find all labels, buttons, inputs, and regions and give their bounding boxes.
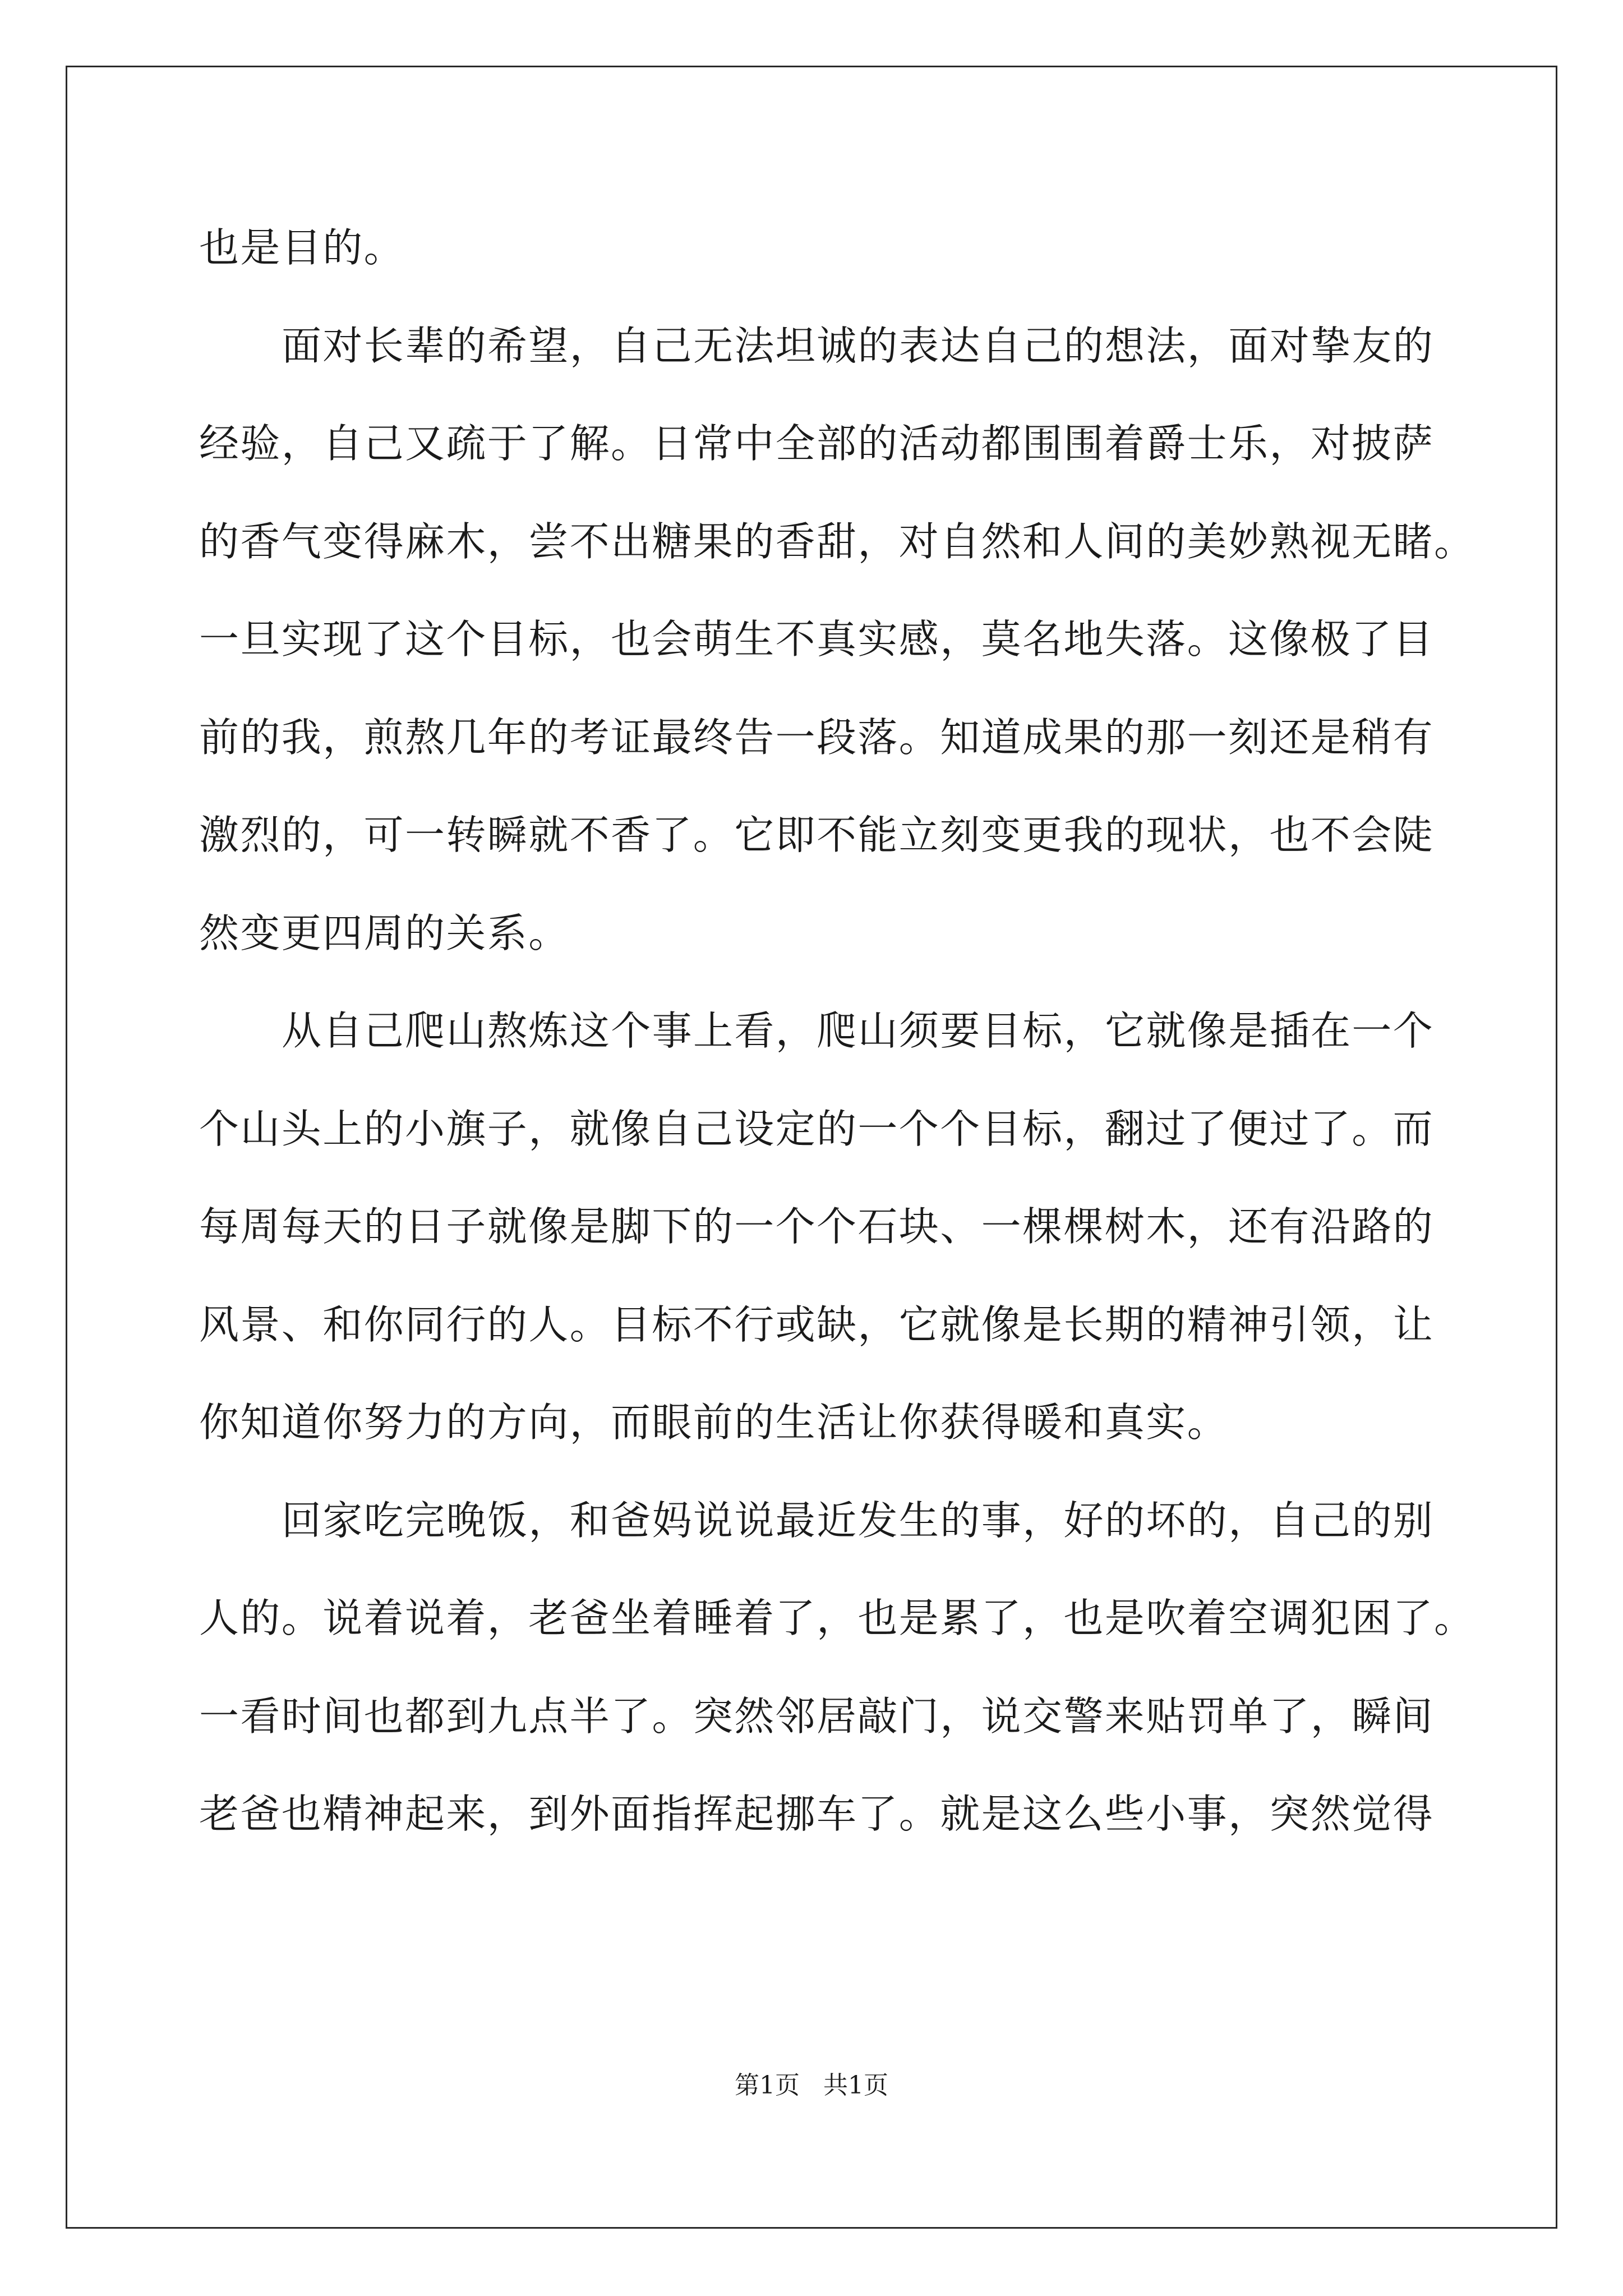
- text-line: 一旦实现了这个目标，也会萌生不真实感，莫名地失落。这像极了目: [199, 616, 1435, 662]
- text-line: 然变更四周的关系。: [199, 910, 570, 956]
- text-line: 人的。说着说着，老爸坐着睡着了，也是累了，也是吹着空调犯困了。: [199, 1595, 1476, 1641]
- text-line: 经验，自己又疏于了解。日常中全部的活动都围围着爵士乐，对披萨: [199, 420, 1435, 467]
- text-line: 风景、和你同行的人。目标不行或缺，它就像是长期的精神引领，让: [199, 1301, 1435, 1348]
- text-line: 每周每天的日子就像是脚下的一个个石块、一棵棵树木，还有沿路的: [199, 1203, 1435, 1250]
- text-line: 个山头上的小旗子，就像自己设定的一个个目标，翻过了便过了。而: [199, 1106, 1435, 1152]
- text-line: 的香气变得麻木，尝不出糖果的香甜，对自然和人间的美妙熟视无睹。: [199, 518, 1476, 565]
- text-line: 也是目的。: [199, 224, 405, 271]
- text-line: 从自己爬山熬炼这个事上看，爬山须要目标，它就像是插在一个: [282, 1007, 1435, 1054]
- text-line: 前的我，煎熬几年的考证最终告一段落。知道成果的那一刻还是稍有: [199, 714, 1435, 761]
- text-line: 老爸也精神起来，到外面指挥起挪车了。就是这么些小事，突然觉得: [199, 1791, 1435, 1837]
- text-line: 激烈的，可一转瞬就不香了。它即不能立刻变更我的现状，也不会陡: [199, 812, 1435, 858]
- text-line: 一看时间也都到九点半了。突然邻居敲门，说交警来贴罚单了，瞬间: [199, 1693, 1435, 1740]
- page-number-footer: 第1页 共1页: [735, 2071, 888, 2100]
- text-line: 你知道你努力的方向，而眼前的生活让你获得暖和真实。: [199, 1399, 1229, 1446]
- text-line: 面对长辈的希望，自己无法坦诚的表达自己的想法，面对挚友的: [282, 323, 1435, 369]
- text-line: 回家吃完晚饭，和爸妈说说最近发生的事，好的坏的，自己的别: [282, 1497, 1435, 1544]
